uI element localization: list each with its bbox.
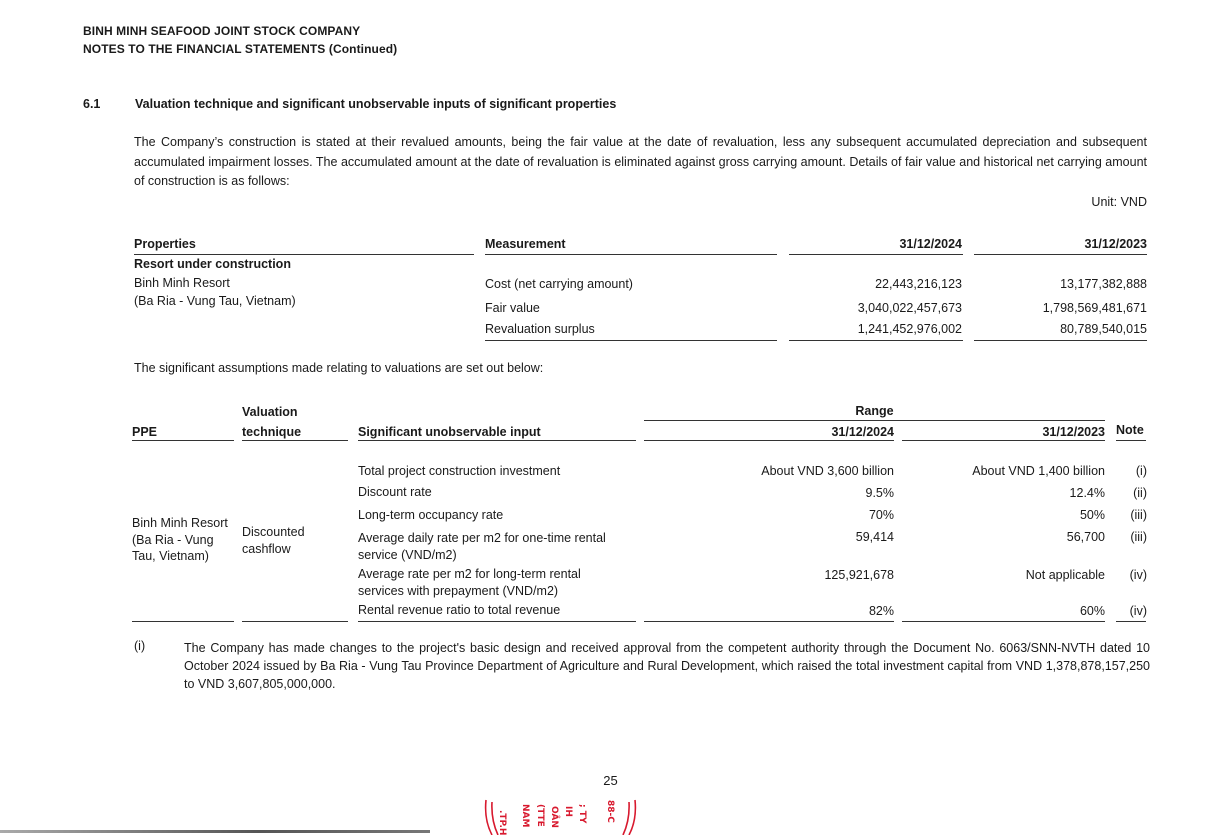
header-underline — [485, 254, 777, 255]
range-2023-row-1: 12.4% — [1069, 486, 1105, 500]
note-row-3: (iii) — [1130, 530, 1147, 544]
range-2023-row-4: Not applicable — [1025, 568, 1105, 582]
section-number: 6.1 — [83, 97, 101, 111]
row-fair-value-2024: 3,040,022,457,673 — [857, 301, 962, 315]
range-2024-row-3: 59,414 — [855, 530, 894, 544]
section-title: Valuation technique and significant unobservable inputs of significant properties — [135, 97, 617, 111]
row-surplus-2024: 1,241,452,976,002 — [857, 322, 962, 336]
note-row-0: (i) — [1135, 464, 1147, 478]
range-underline — [644, 420, 1105, 421]
technique-cell: Discounted cashflow — [242, 525, 305, 556]
header-underline — [134, 254, 474, 255]
svg-text:NAM: NAM — [520, 804, 530, 828]
header-underline — [242, 440, 348, 441]
input-row-1: Discount rate — [358, 485, 432, 499]
row-fair-value-measurement: Fair value — [485, 301, 540, 315]
table-bottom-rule — [358, 621, 636, 622]
unit-label: Unit: VND — [1091, 195, 1147, 209]
col-header-technique-line1: Valuation — [242, 405, 298, 419]
range-2024-row-4: 125,921,678 — [824, 568, 894, 582]
col-header-measurement: Measurement — [485, 237, 566, 251]
group-label: Resort under construction — [134, 257, 291, 271]
svg-text:; TY: ; TY — [577, 804, 587, 824]
note-row-4: (iv) — [1129, 568, 1147, 582]
svg-text:OÂN: OÂN — [549, 806, 559, 828]
note-row-2: (iii) — [1130, 508, 1147, 522]
range-2024-row-2: 70% — [868, 508, 894, 522]
row-cost-2023: 13,177,382,888 — [1060, 277, 1147, 291]
row-surplus-measurement: Revaluation surplus — [485, 322, 595, 336]
range-2024-row-0: About VND 3,600 billion — [761, 464, 894, 478]
table-bottom-rule — [644, 621, 894, 622]
assumptions-intro: The significant assumptions made relating to valuations are set out below: — [134, 361, 544, 375]
footnote-marker: (i) — [134, 639, 146, 653]
range-2024-row-5: 82% — [868, 604, 894, 618]
col-header-technique-line2: technique — [242, 425, 302, 439]
col-header-properties: Properties — [134, 237, 196, 251]
header-underline — [132, 440, 234, 441]
col-header-input: Significant unobservable input — [358, 425, 541, 439]
input-row-3: Average daily rate per m2 for one-time rental service (VND/m2) — [358, 531, 606, 562]
table-bottom-rule — [132, 621, 234, 622]
table-bottom-rule — [902, 621, 1105, 622]
footnote-text: The Company has made changes to the project's basic design and received approval from the competent authority through the Document No. 6063/SNN-NVTH dated 10 October 2024 issued by Ba Ria - Vung Tau Province Department of Agriculture and Rural Development, which raised the total investment capital from VND 1,378,878,157,250 to VND 3,607,805,000,000. — [184, 641, 1150, 691]
company-name: BINH MINH SEAFOOD JOINT STOCK COMPANY — [83, 24, 361, 38]
header-underline — [1116, 440, 1146, 441]
range-2023-row-0: About VND 1,400 billion — [972, 464, 1105, 478]
svg-text:.TP.H: .TP.H — [497, 810, 507, 835]
scan-edge-shadow — [0, 830, 430, 833]
row-cost-2024: 22,443,216,123 — [875, 277, 962, 291]
col-header-ppe: PPE — [132, 425, 158, 439]
ppe-cell: Binh Minh Resort (Ba Ria - Vung Tau, Vietnam) — [132, 516, 228, 563]
document-subtitle: NOTES TO THE FINANCIAL STATEMENTS (Continued) — [83, 42, 398, 56]
table-bottom-rule — [974, 340, 1147, 341]
input-row-5: Rental revenue ratio to total revenue — [358, 603, 561, 617]
company-seal-stamp — [478, 796, 643, 835]
range-2024-row-1: 9.5% — [865, 486, 894, 500]
note-row-1: (ii) — [1133, 486, 1147, 500]
table-bottom-rule — [789, 340, 963, 341]
table-bottom-rule — [1116, 621, 1146, 622]
header-underline — [644, 440, 894, 441]
table-bottom-rule — [242, 621, 348, 622]
col-header-2023: 31/12/2023 — [1084, 237, 1147, 251]
svg-text:(TTE: (TTE — [535, 804, 545, 827]
input-row-4: Average rate per m2 for long-term rental services with prepayment (VND/m2) — [358, 567, 581, 598]
property-location: (Ba Ria - Vung Tau, Vietnam) — [134, 294, 296, 308]
row-surplus-2023: 80,789,540,015 — [1060, 322, 1147, 336]
header-underline — [902, 440, 1105, 441]
input-row-2: Long-term occupancy rate — [358, 508, 504, 522]
svg-text:88-C: 88-C — [605, 800, 615, 823]
col-header-range: Range — [855, 404, 894, 418]
col-header-2024: 31/12/2024 — [899, 237, 962, 251]
page-number: 25 — [603, 773, 618, 788]
col-header-range-2023: 31/12/2023 — [1042, 425, 1105, 439]
row-fair-value-2023: 1,798,569,481,671 — [1042, 301, 1147, 315]
table-bottom-rule — [485, 340, 777, 341]
header-underline — [974, 254, 1147, 255]
input-row-0: Total project construction investment — [358, 464, 561, 478]
range-2023-row-5: 60% — [1079, 604, 1105, 618]
col-header-note: Note — [1116, 423, 1144, 437]
note-row-5: (iv) — [1129, 604, 1147, 618]
property-name: Binh Minh Resort — [134, 276, 230, 290]
row-cost-measurement: Cost (net carrying amount) — [485, 277, 633, 291]
intro-paragraph: The Company’s construction is stated at their revalued amounts, being the fair value at the date of revaluation, less any subsequent accumulated depreciation and subsequent accumulated impairment losses. The accumulated amount at the date of revaluation is eliminated against gross carrying amount. Details of fair value and historical net carrying amount of construction is as follows: — [134, 135, 1147, 188]
col-header-range-2024: 31/12/2024 — [831, 425, 894, 439]
header-underline — [358, 440, 636, 441]
range-2023-row-3: 56,700 — [1066, 530, 1105, 544]
svg-text:IH: IH — [563, 806, 573, 817]
range-2023-row-2: 50% — [1079, 508, 1105, 522]
header-underline — [789, 254, 963, 255]
